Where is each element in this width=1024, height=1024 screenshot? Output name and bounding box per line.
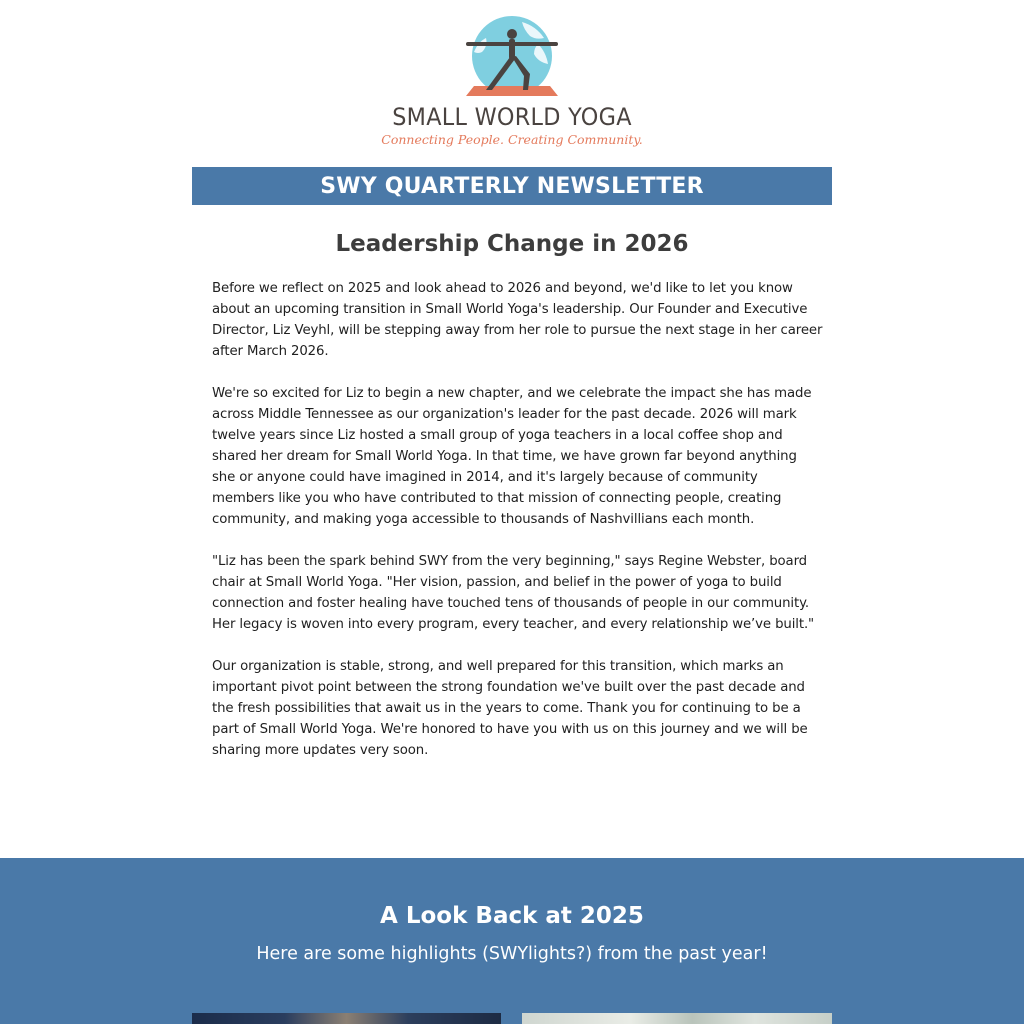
article-body	[212, 278, 824, 782]
logo-tagline: Connecting People. Creating Community.	[381, 132, 643, 147]
look-back-subtitle: Here are some highlights (SWYlights?) from the past year!	[256, 944, 768, 964]
logo-name: SMALL WORLD YOGA	[392, 103, 632, 131]
yoga-globe-logo-icon	[452, 12, 572, 100]
newsletter-banner-title: SWY QUARTERLY NEWSLETTER	[320, 173, 704, 199]
article-title: Leadership Change in 2026	[335, 231, 689, 257]
small-world-yoga-logo[interactable]	[0, 12, 1024, 152]
article-paragraph-2: We're so excited for Liz to begin a new chapter, and we celebrate the impact she has made across Middle Tennessee as our organization's leader for the past decade. 2026 will mark twelve years since Liz hosted a small group of yoga teachers in a local coffee shop and shared her dream for Small World Yoga. In that time, we have grown far beyond anything she or anyone could have imagined in 2014, and it's largely because of community members like you who have contributed to that mission of connecting people, creating community, and making yoga accessible to thousands of Nashvillians each month.	[212, 386, 812, 527]
look-back-section	[0, 858, 1024, 1024]
article-paragraph-1: Before we reflect on 2025 and look ahead to 2026 and beyond, we'd like to let you know about an upcoming transition in Small World Yoga's leadership. Our Founder and Executive Director, Liz Veyhl, will be stepping away from her role to pursue the next stage in her career after March 2026.	[212, 281, 823, 359]
newsletter-banner	[192, 167, 832, 205]
article-paragraph-4: Our organization is stable, strong, and well prepared for this transition, which marks an important pivot point between the strong foundation we've built over the past decade and the fresh possibilities that await us in the years to come. Thank you for continuing to be a part of Small World Yoga. We're honored to have you with us on this journey and we will be sharing more updates very soon.	[212, 659, 808, 758]
highlight-photo-left[interactable]	[192, 1013, 501, 1024]
look-back-title: A Look Back at 2025	[380, 903, 644, 929]
highlight-photo-right[interactable]	[522, 1013, 832, 1024]
article-paragraph-3: "Liz has been the spark behind SWY from the very beginning," says Regine Webster, board chair at Small World Yoga. "Her vision, passion, and belief in the power of yoga to build connection and foster healing have touched tens of thousands of people in our community. Her legacy is woven into every program, every teacher, and every relationship we’ve built."	[212, 554, 815, 632]
